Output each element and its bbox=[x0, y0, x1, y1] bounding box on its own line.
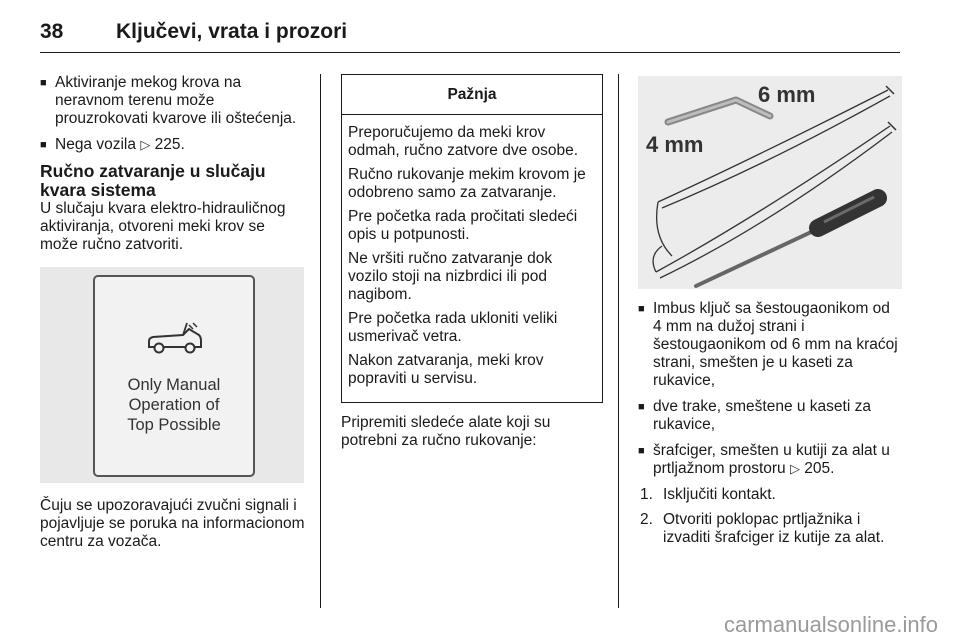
display-message bbox=[95, 375, 253, 435]
page-reference-icon: ▷ bbox=[789, 461, 800, 476]
list-item: ■ Aktiviranje mekog krova na neravnom terenu može prouzrokovati kvarove ili oštećenja. bbox=[40, 74, 306, 128]
caution-paragraph: Ne vršiti ručno zatvaranje dok vozilo stoji na nizbrdici ili pod nagibom. bbox=[348, 250, 553, 303]
caution-paragraph: Ručno rukovanje mekim krovom je odobreno samo za zatvaranje. bbox=[348, 166, 586, 201]
list-item bbox=[638, 442, 902, 478]
list-item: ■ Imbus ključ sa šestougaonikom od 4 mm na dužoj strani i šestougaonikom od 6 mm na kraćoj strani, smešten je u kaseti za rukavice, bbox=[638, 300, 902, 390]
page-reference-icon: ▷ bbox=[140, 137, 151, 152]
caution-box bbox=[341, 74, 603, 403]
caution-paragraph: Preporučujemo da meki krov odmah, ručno zatvore dve osobe. bbox=[348, 124, 579, 159]
column-divider bbox=[320, 74, 321, 608]
list-item-text: šrafciger, smešten u kutiji za alat u prtljažnom prostoru bbox=[653, 442, 890, 477]
label-4mm: 4 mm bbox=[646, 132, 704, 157]
list-item-text: Nega vozila bbox=[55, 136, 136, 153]
display-line: Only Manual bbox=[127, 376, 221, 394]
after-figure-paragraph: Čuju se upozoravajući zvučni signali i pojavljuje se poruka na informacionom centru za vozača. bbox=[40, 497, 305, 550]
column-middle bbox=[341, 74, 603, 450]
tools-photo bbox=[638, 76, 902, 289]
display-line: Top Possible bbox=[127, 416, 221, 434]
bullet-list bbox=[40, 74, 306, 154]
info-display-panel bbox=[93, 275, 255, 477]
step-number: 1. bbox=[640, 486, 653, 503]
step-item bbox=[638, 486, 902, 504]
label-6mm: 6 mm bbox=[758, 82, 816, 107]
steps-list bbox=[638, 486, 902, 547]
column-left bbox=[40, 74, 306, 551]
display-line: Operation of bbox=[128, 396, 220, 414]
page-title: Ključevi, vrata i prozori bbox=[116, 20, 348, 43]
column-right bbox=[638, 300, 902, 554]
display-figure bbox=[40, 267, 304, 483]
step-item bbox=[638, 511, 902, 547]
convertible-car-icon bbox=[143, 321, 205, 355]
page-number: 38 bbox=[40, 20, 64, 43]
caution-body bbox=[342, 115, 602, 402]
caution-paragraph: Nakon zatvaranja, meki krov popraviti u servisu. bbox=[348, 352, 544, 387]
page-reference-link[interactable]: 225. bbox=[154, 136, 185, 153]
page-header bbox=[40, 14, 900, 53]
list-item bbox=[40, 136, 306, 154]
tools-intro-paragraph: Pripremiti sledeće alate koji su potrebni za ručno rukovanje: bbox=[341, 414, 551, 449]
tools-list bbox=[638, 300, 902, 478]
page-reference-link[interactable]: 205. bbox=[804, 460, 835, 477]
step-number: 2. bbox=[640, 511, 653, 528]
intro-paragraph: U slučaju kvara elektro-hidrauličnog aktiviranja, otvoreni meki krov se može ručno zatvoriti. bbox=[40, 200, 286, 253]
caution-title: Pažnja bbox=[342, 75, 602, 115]
section-title: Ručno zatvaranje u slučaju kvara sistema bbox=[40, 161, 266, 200]
column-divider bbox=[618, 74, 619, 608]
watermark: carmanualsonline.info bbox=[723, 612, 938, 637]
caution-paragraph: Pre početka rada ukloniti veliki usmerivač vetra. bbox=[348, 310, 558, 345]
step-text: Isključiti kontakt. bbox=[663, 486, 776, 503]
caution-paragraph: Pre početka rada pročitati sledeći opis u potpunosti. bbox=[348, 208, 578, 243]
list-item: ■ dve trake, smeštene u kaseti za rukavice, bbox=[638, 398, 902, 434]
step-text: Otvoriti poklopac prtljažnika i izvaditi šrafciger iz kutije za alat. bbox=[663, 511, 885, 546]
